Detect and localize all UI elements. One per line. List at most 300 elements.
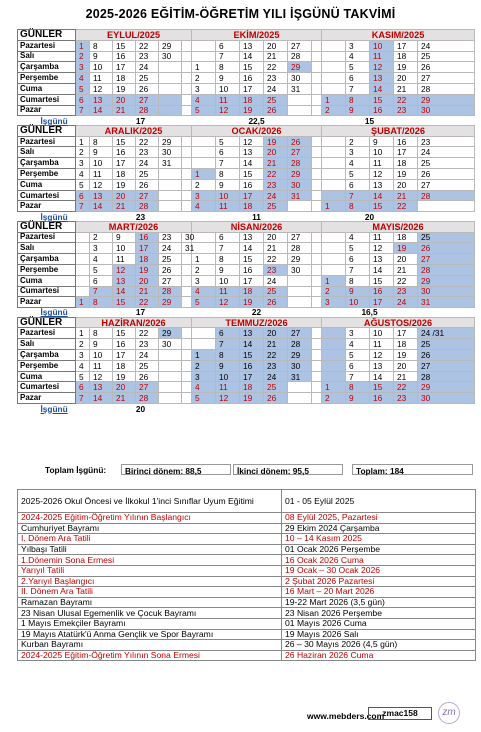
calendar-day-cell: 20 (113, 382, 136, 393)
calendar-day-cell: 10 (216, 190, 240, 201)
calendar-day-cell: 17 (113, 62, 136, 73)
calendar-day-cell: 20 (113, 190, 136, 201)
event-date: 01 - 05 Eylül 2025 (282, 490, 476, 513)
day-row (18, 147, 475, 158)
day-name: Cumartesi (18, 190, 76, 201)
calendar-day-cell: 9 (90, 51, 113, 62)
calendar-day-cell (312, 94, 322, 105)
calendar-day-cell (182, 286, 192, 297)
day-name: Perşembe (18, 169, 76, 180)
day-row (18, 328, 475, 339)
calendar-day-cell: 11 (370, 158, 394, 169)
calendar-day-cell (192, 243, 216, 254)
event-date: 29 Ekim 2024 Çarşamba (282, 523, 476, 534)
calendar-day-cell: 19 (394, 62, 418, 73)
calendar-day-cell: 29 (288, 254, 312, 265)
calendar-day-cell (159, 179, 182, 190)
calendar-day-cell: 28 (288, 51, 312, 62)
calendar-day-cell: 21 (113, 393, 136, 404)
calendar-day-cell: 10 (346, 297, 370, 308)
calendar-day-cell: 11 (113, 254, 136, 265)
month-name: MAYIS/2026 (322, 221, 475, 232)
day-name: Cuma (18, 83, 76, 94)
calendar-day-cell: 5 (76, 83, 90, 94)
calendar-day-cell (159, 360, 182, 371)
page-title: 2025-2026 EĞİTİM-ÖĞRETİM YILI İŞGÜNÜ TAKVİMİ (85, 7, 396, 21)
calendar-day-cell: 5 (346, 243, 370, 254)
calendar-day-cell (312, 169, 322, 180)
day-row (18, 339, 475, 350)
calendar-day-cell (182, 393, 192, 404)
calendar-day-cell (312, 264, 322, 275)
calendar-day-cell: 10 (90, 158, 113, 169)
calendar-day-cell: 20 (264, 147, 288, 158)
calendar-day-cell (322, 147, 346, 158)
calendar-day-cell: 23 (264, 360, 288, 371)
calendar-day-cell: 27 (136, 382, 159, 393)
calendar-day-cell: 11 (90, 73, 113, 84)
calendar-day-cell: 7 (216, 158, 240, 169)
calendar-day-cell (159, 94, 182, 105)
event-row (18, 576, 476, 587)
calendar-day-cell: 19 (240, 393, 264, 404)
calendar-day-cell (322, 328, 346, 339)
calendar-day-cell: 15 (370, 275, 394, 286)
workday-calendar-table (17, 29, 475, 413)
calendar-day-cell: 7 (216, 243, 240, 254)
calendar-day-cell (76, 254, 90, 265)
event-name: 19 Mayıs Atatürk'ü Anma Gençlik ve Spor Bayramı (18, 629, 282, 640)
calendar-day-cell: 14 (370, 83, 394, 94)
isgunu-label: İşgünü (40, 211, 68, 222)
calendar-day-cell: 9 (90, 339, 113, 350)
day-row (18, 254, 475, 265)
calendar-day-cell (182, 339, 192, 350)
calendar-day-cell: 4 (90, 254, 113, 265)
calendar-day-cell (322, 360, 346, 371)
event-row (18, 608, 476, 619)
day-row (18, 382, 475, 393)
calendar-day-cell: 11 (90, 169, 113, 180)
calendar-day-cell: 16 (240, 73, 264, 84)
calendar-day-cell (182, 83, 192, 94)
calendar-day-cell: 22 (264, 62, 288, 73)
calendar-day-cell: 21 (264, 339, 288, 350)
calendar-day-cell: 21 (113, 105, 136, 116)
day-row (18, 40, 475, 51)
calendar-day-cell: 15 (113, 136, 136, 147)
month-name: ŞUBAT/2026 (322, 125, 475, 136)
calendar-day-cell: 19 (240, 105, 264, 116)
calendar-day-cell: 5 (76, 179, 90, 190)
day-name: Pazar (18, 105, 76, 116)
calendar-day-cell: 11 (216, 286, 240, 297)
calendar-day-cell: 15 (240, 62, 264, 73)
calendar-day-cell: 13 (240, 147, 264, 158)
day-name: Pazartesi (18, 328, 76, 339)
calendar-day-cell: 13 (90, 94, 113, 105)
calendar-day-cell (76, 232, 90, 243)
calendar-day-cell (322, 40, 346, 51)
calendar-day-cell: 8 (90, 328, 113, 339)
calendar-day-cell: 15 (113, 40, 136, 51)
calendar-day-cell: 16 (113, 339, 136, 350)
calendar-day-cell: 3 (76, 158, 90, 169)
calendar-day-cell: 3 (346, 40, 370, 51)
calendar-day-cell: 5 (346, 169, 370, 180)
calendar-day-cell: 17 (394, 328, 418, 339)
calendar-day-cell: 20 (113, 94, 136, 105)
day-name: Salı (18, 147, 76, 158)
calendar-day-cell (322, 83, 346, 94)
calendar-day-cell (288, 94, 312, 105)
month-header-row (18, 30, 475, 41)
event-name: Kurban Bayramı (18, 640, 282, 651)
calendar-day-cell: 13 (370, 254, 394, 265)
calendar-day-cell: 20 (394, 254, 418, 265)
calendar-day-cell (312, 105, 322, 116)
calendar-day-cell (182, 360, 192, 371)
calendar-day-cell: 18 (240, 94, 264, 105)
calendar-day-cell: 13 (240, 232, 264, 243)
calendar-day-cell: 10 (216, 275, 240, 286)
calendar-day-cell (192, 328, 216, 339)
calendar-day-cell (182, 169, 192, 180)
calendar-day-cell: 18 (113, 73, 136, 84)
calendar-day-cell: 14 (240, 243, 264, 254)
calendar-day-cell: 23 (418, 136, 475, 147)
calendar-day-cell: 17 (240, 371, 264, 382)
calendar-day-cell (418, 201, 475, 212)
calendar-day-cell: 25 (136, 73, 159, 84)
day-name: Cumartesi (18, 286, 76, 297)
calendar-day-cell: 5 (346, 62, 370, 73)
calendar-day-cell (182, 264, 192, 275)
calendar-day-cell: 27 (418, 360, 475, 371)
day-name: Cumartesi (18, 382, 76, 393)
calendar-day-cell: 27 (288, 147, 312, 158)
calendar-day-cell (159, 371, 182, 382)
isgunu-label: İşgünü (40, 403, 68, 414)
calendar-day-cell: 22 (394, 382, 418, 393)
isgunu-value: 17 (135, 115, 146, 126)
calendar-day-cell (182, 254, 192, 265)
calendar-day-cell: 20 (394, 179, 418, 190)
calendar-day-cell: 3 (192, 190, 216, 201)
calendar-day-cell (322, 243, 346, 254)
calendar-day-cell: 5 (90, 264, 113, 275)
calendar-day-cell: 22 (394, 94, 418, 105)
isgunu-row (18, 308, 475, 318)
month-name: KASIM/2025 (322, 30, 475, 41)
day-row (18, 201, 475, 212)
calendar-day-cell: 28 (418, 371, 475, 382)
event-name: 1 Mayıs Emekçiler Bayramı (18, 618, 282, 629)
calendar-day-cell: 21 (264, 243, 288, 254)
calendar-day-cell (76, 243, 90, 254)
calendar-day-cell: 18 (113, 360, 136, 371)
calendar-day-cell: 28 (136, 393, 159, 404)
calendar-day-cell: 17 (394, 40, 418, 51)
calendar-day-cell: 9 (90, 147, 113, 158)
event-row (18, 565, 476, 576)
calendar-day-cell: 10 (90, 350, 113, 361)
calendar-day-cell (312, 40, 322, 51)
calendar-day-cell (322, 51, 346, 62)
calendar-day-cell: 31 (288, 83, 312, 94)
calendar-day-cell: 29 (288, 350, 312, 361)
calendar-day-cell: 18 (394, 51, 418, 62)
calendar-day-cell: 10 (113, 243, 136, 254)
calendar-day-cell: 9 (216, 264, 240, 275)
isgunu-row (18, 404, 475, 414)
calendar-day-cell (76, 264, 90, 275)
calendar-day-cell: 29 (288, 62, 312, 73)
event-row (18, 523, 476, 534)
calendar-day-cell (182, 328, 192, 339)
days-header: GÜNLER (18, 221, 76, 232)
calendar-day-cell: 10 (370, 40, 394, 51)
day-row (18, 190, 475, 201)
calendar-day-cell: 24 (264, 83, 288, 94)
calendar-day-cell: 2 (322, 286, 346, 297)
calendar-day-cell: 27 (288, 40, 312, 51)
calendar-day-cell (312, 73, 322, 84)
calendar-day-cell: 8 (90, 40, 113, 51)
calendar-day-cell: 1 (192, 169, 216, 180)
calendar-day-cell: 13 (90, 382, 113, 393)
calendar-day-cell: 22 (264, 254, 288, 265)
calendar-day-cell: 6 (346, 73, 370, 84)
calendar-day-cell: 27 (418, 73, 475, 84)
calendar-day-cell (312, 371, 322, 382)
event-name: I. Dönem Ara Tatili (18, 534, 282, 545)
calendar-day-cell: 24 (136, 350, 159, 361)
day-name: Salı (18, 339, 76, 350)
calendar-day-cell: 29 (159, 40, 182, 51)
calendar-day-cell (322, 190, 346, 201)
calendar-day-cell: 12 (370, 62, 394, 73)
calendar-day-cell (76, 286, 90, 297)
calendar-day-cell: 23 (264, 73, 288, 84)
calendar-day-cell: 10 (90, 62, 113, 73)
day-row (18, 169, 475, 180)
calendar-day-cell: 12 (216, 393, 240, 404)
calendar-day-cell: 12 (90, 371, 113, 382)
calendar-day-cell: 18 (394, 158, 418, 169)
calendar-day-cell: 6 (76, 94, 90, 105)
calendar-day-cell: 22 (264, 350, 288, 361)
calendar-day-cell: 17 (240, 83, 264, 94)
calendar-day-cell: 8 (216, 62, 240, 73)
calendar-day-cell: 4 (76, 169, 90, 180)
calendar-day-cell (322, 254, 346, 265)
event-date: 01 Ocak 2026 Perşembe (282, 544, 476, 555)
calendar-day-cell: 29 (159, 297, 182, 308)
calendar-day-cell (182, 275, 192, 286)
month-name: AĞUSTOS/2026 (322, 317, 475, 328)
calendar-day-cell: 2 (322, 393, 346, 404)
day-row (18, 371, 475, 382)
day-row (18, 275, 475, 286)
calendar-day-cell: 9 (346, 105, 370, 116)
logo: zmac158 (368, 707, 432, 720)
day-name: Perşembe (18, 264, 76, 275)
calendar-day-cell: 14 (240, 339, 264, 350)
calendar-day-cell: 27 (418, 254, 475, 265)
calendar-day-cell (312, 275, 322, 286)
calendar-day-cell: 7 (76, 201, 90, 212)
logo-mark: zm (438, 702, 460, 724)
calendar-day-cell (312, 232, 322, 243)
day-name: Perşembe (18, 360, 76, 371)
event-row (18, 490, 476, 513)
calendar-day-cell: 22 (264, 169, 288, 180)
calendar-day-cell: 22 (136, 40, 159, 51)
calendar-day-cell: 31 (418, 297, 475, 308)
event-row (18, 513, 476, 524)
calendar-day-cell: 26 (288, 136, 312, 147)
day-name: Pazar (18, 393, 76, 404)
day-row (18, 158, 475, 169)
calendar-day-cell: 30 (288, 360, 312, 371)
calendar-day-cell: 15 (113, 328, 136, 339)
calendar-day-cell: 1 (76, 136, 90, 147)
calendar-day-cell (312, 201, 322, 212)
calendar-day-cell: 31 (288, 371, 312, 382)
calendar-day-cell: 25 (418, 51, 475, 62)
event-name: 2.Yarıyıl Başlangıcı (18, 576, 282, 587)
isgunu-value: 22,5 (248, 115, 265, 126)
calendar-day-cell: 11 (370, 51, 394, 62)
calendar-day-cell: 21 (113, 201, 136, 212)
events-table (17, 489, 476, 661)
calendar-day-cell (312, 393, 322, 404)
event-date: 16 Mart – 20 Mart 2026 (282, 587, 476, 598)
calendar-day-cell: 8 (346, 275, 370, 286)
calendar-day-cell: 5 (192, 393, 216, 404)
calendar-day-cell: 24 (394, 297, 418, 308)
calendar-day-cell (192, 147, 216, 158)
event-row (18, 629, 476, 640)
day-row (18, 360, 475, 371)
calendar-day-cell: 4 (346, 339, 370, 350)
calendar-day-cell: 22 (136, 297, 159, 308)
event-name: II. Dönem Ara Tatili (18, 587, 282, 598)
calendar-day-cell (322, 264, 346, 275)
calendar-day-cell: 28 (136, 201, 159, 212)
calendar-day-cell: 19 (394, 350, 418, 361)
calendar-day-cell: 24 (418, 40, 475, 51)
event-row (18, 544, 476, 555)
isgunu-row (18, 116, 475, 126)
calendar-day-cell: 9 (216, 179, 240, 190)
calendar-day-cell: 2 (76, 51, 90, 62)
calendar-day-cell: 4 (192, 94, 216, 105)
day-row (18, 297, 475, 308)
calendar-day-cell: 26 (418, 243, 475, 254)
calendar-day-cell: 13 (370, 179, 394, 190)
calendar-day-cell: 25 (136, 360, 159, 371)
day-row (18, 83, 475, 94)
calendar-day-cell (288, 201, 312, 212)
day-name: Cuma (18, 179, 76, 190)
calendar-day-cell: 12 (370, 243, 394, 254)
calendar-day-cell: 13 (240, 40, 264, 51)
calendar-day-cell: 18 (240, 382, 264, 393)
calendar-day-cell: 6 (90, 275, 113, 286)
second-term-total: İkinci dönem: 95,5 (233, 464, 343, 475)
calendar-day-cell (322, 232, 346, 243)
day-name: Cumartesi (18, 94, 76, 105)
day-row (18, 105, 475, 116)
event-name: Yılbaşı Tatili (18, 544, 282, 555)
calendar-day-cell: 3 (90, 243, 113, 254)
calendar-day-cell: 8 (90, 136, 113, 147)
calendar-day-cell: 6 (76, 190, 90, 201)
event-row (18, 587, 476, 598)
calendar-day-cell: 21 (394, 371, 418, 382)
event-row (18, 650, 476, 661)
calendar-day-cell: 1 (192, 350, 216, 361)
calendar-day-cell (182, 94, 192, 105)
calendar-day-cell (159, 73, 182, 84)
calendar-day-cell: 26 (264, 105, 288, 116)
calendar-day-cell: 18 (240, 286, 264, 297)
calendar-day-cell (182, 350, 192, 361)
event-date: 08 Eylül 2025, Pazartesi (282, 513, 476, 524)
day-row (18, 73, 475, 84)
calendar-day-cell: 23 (136, 51, 159, 62)
calendar-day-cell (159, 83, 182, 94)
event-row (18, 534, 476, 545)
month-header-row (18, 125, 475, 136)
calendar-day-cell: 26 (418, 62, 475, 73)
calendar-day-cell: 16 (113, 51, 136, 62)
event-row (18, 597, 476, 608)
calendar-day-cell: 13 (240, 328, 264, 339)
calendar-day-cell: 24 (159, 243, 182, 254)
calendar-day-cell: 11 (370, 232, 394, 243)
calendar-day-cell: 26 (136, 179, 159, 190)
calendar-day-cell: 22 (136, 136, 159, 147)
calendar-day-cell: 30 (182, 232, 192, 243)
calendar-day-cell: 5 (192, 297, 216, 308)
calendar-day-cell (159, 382, 182, 393)
calendar-day-cell: 7 (76, 105, 90, 116)
calendar-day-cell: 27 (159, 275, 182, 286)
calendar-day-cell: 1 (192, 62, 216, 73)
calendar-day-cell: 21 (136, 286, 159, 297)
calendar-day-cell (182, 297, 192, 308)
calendar-day-cell: 23 (394, 105, 418, 116)
calendar-day-cell (76, 275, 90, 286)
calendar-day-cell (182, 147, 192, 158)
day-row (18, 136, 475, 147)
event-name: 23 Nisan Ulusal Egemenlik ve Çocuk Bayramı (18, 608, 282, 619)
calendar-day-cell (159, 393, 182, 404)
calendar-day-cell: 11 (216, 382, 240, 393)
calendar-day-cell: 28 (418, 83, 475, 94)
calendar-day-cell: 12 (216, 105, 240, 116)
calendar-day-cell: 27 (418, 179, 475, 190)
calendar-day-cell: 17 (240, 275, 264, 286)
calendar-day-cell: 10 (370, 328, 394, 339)
event-date: 16 Ocak 2026 Cuma (282, 555, 476, 566)
calendar-day-cell: 5 (346, 350, 370, 361)
calendar-day-cell (192, 339, 216, 350)
calendar-day-cell: 7 (346, 371, 370, 382)
